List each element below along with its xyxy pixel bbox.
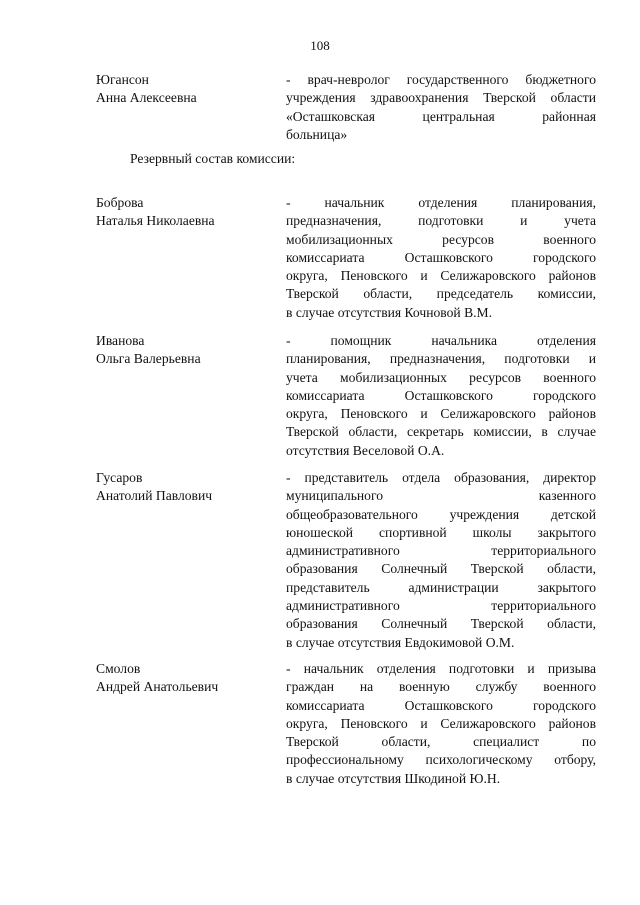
description-line: мобилизационных ресурсов военного [286, 231, 596, 247]
description-line: комиссариата Осташковского городского [286, 387, 596, 403]
description-line: профессиональному психологическому отбору, [286, 752, 596, 768]
description-line: граждан на военную службу военного [286, 679, 596, 695]
page-number: 108 [310, 38, 330, 53]
member-name [96, 332, 276, 369]
member-description [286, 71, 596, 144]
description-line: Тверской области, специалист по [286, 734, 596, 750]
description-line: округа, Пеновского и Селижаровского районов [286, 715, 596, 731]
description-line: отсутствия Веселовой О.А. [286, 442, 445, 458]
description-line: комиссариата Осташковского городского [286, 249, 596, 265]
description-line: округа, Пеновского и Селижаровского районов [286, 406, 596, 422]
description-line: комиссариата Осташковского городского [286, 697, 596, 713]
member-surname: Смолов [96, 661, 141, 676]
member-name [96, 71, 276, 108]
description-line: в случае отсутствия Кочновой В.М. [286, 304, 493, 320]
member-surname: Югансон [96, 72, 149, 87]
member-surname: Иванова [96, 333, 145, 348]
description-line: Тверской области, председатель комиссии, [286, 286, 596, 302]
description-line: муниципального казенного [286, 488, 596, 504]
description-line: учета мобилизационных ресурсов военного [286, 369, 596, 385]
member-given-name: Анна Алексеевна [96, 90, 197, 106]
description-line: в случае отсутствия Шкодиной Ю.Н. [286, 770, 501, 786]
description-line: - врач-невролог государственного бюджетного [286, 72, 596, 87]
description-line: планирования, предназначения, подготовки и [286, 351, 596, 367]
description-line: предназначения, подготовки и учета [286, 213, 596, 229]
description-line: «Осташковская центральная районная [286, 108, 596, 124]
member-given-name: Анатолий Павлович [96, 488, 213, 504]
description-line: - помощник начальника отделения [286, 333, 596, 348]
member-given-name: Наталья Николаевна [96, 213, 215, 229]
description-line: представитель администрации закрытого [286, 579, 596, 595]
member-description [286, 194, 596, 322]
member-given-name: Ольга Валерьевна [96, 351, 201, 367]
description-line: образования Солнечный Тверской области, [286, 616, 596, 632]
description-line: юношеской спортивной школы закрытого [286, 524, 596, 540]
member-surname: Боброва [96, 195, 144, 210]
member-name [96, 194, 276, 231]
description-line: административного территориального [286, 543, 596, 559]
description-line: общеобразовательного учреждения детской [286, 506, 596, 522]
description-line: образования Солнечный Тверской области, [286, 561, 596, 577]
member-surname: Гусаров [96, 470, 143, 485]
description-line: учреждения здравоохранения Тверской области [286, 90, 596, 106]
member-description [286, 469, 596, 652]
description-line: административного территориального [286, 598, 596, 614]
description-line: Тверской области, секретарь комиссии, в случае [286, 424, 596, 440]
description-line: - начальник отделения планирования, [286, 195, 596, 210]
member-name [96, 660, 276, 697]
description-line: округа, Пеновского и Селижаровского районов [286, 268, 596, 284]
description-line: - начальник отделения подготовки и призыва [286, 661, 596, 676]
member-description [286, 332, 596, 460]
member-name [96, 469, 276, 506]
member-given-name: Андрей Анатольевич [96, 679, 219, 695]
description-line: в случае отсутствия Евдокимовой О.М. [286, 634, 515, 650]
member-description [286, 660, 596, 788]
description-line: - представитель отдела образования, директор [286, 470, 596, 485]
reserve-heading: Резервный состав комиссии: [130, 151, 296, 166]
description-line: больница» [286, 126, 348, 142]
